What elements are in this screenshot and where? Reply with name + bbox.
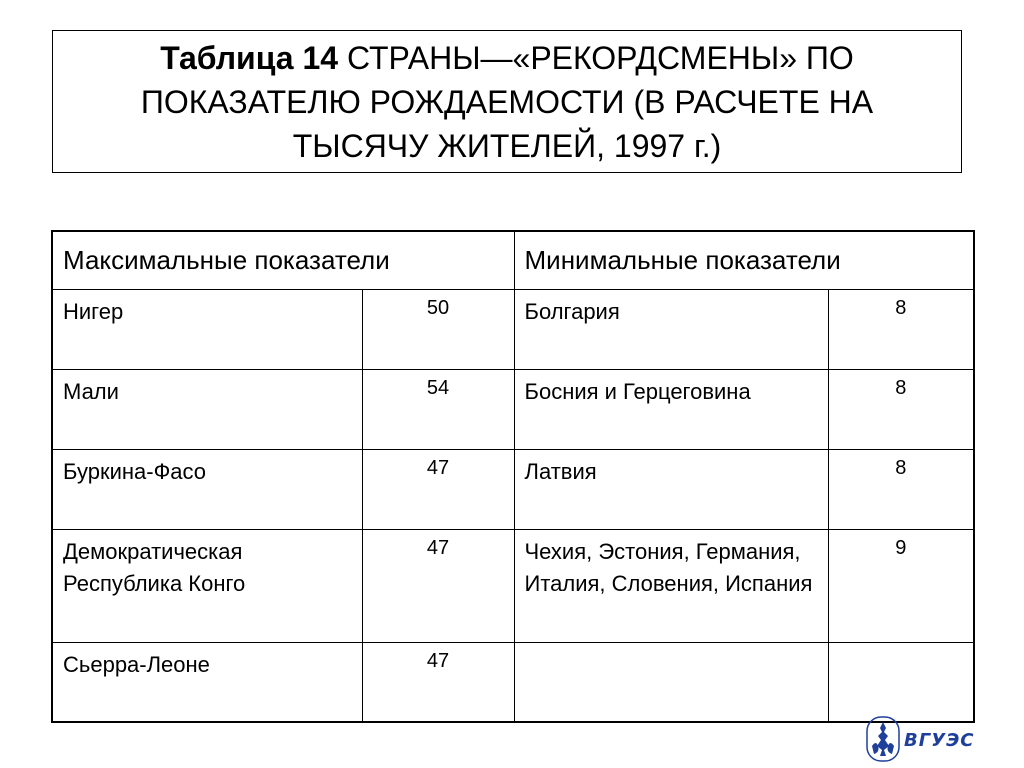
min-country-cell: Латвия: [514, 449, 828, 529]
max-value-cell: 47: [362, 642, 514, 722]
table-row: [52, 449, 974, 529]
min-value-cell: 8: [828, 449, 974, 529]
min-value-cell: [828, 642, 974, 722]
table-row: [52, 642, 974, 722]
university-logo: [866, 716, 986, 762]
min-country-cell: Босния и Герцеговина: [514, 369, 828, 449]
logo-text: ВГУЭС: [904, 730, 975, 751]
header-min: Минимальные показатели: [514, 231, 974, 289]
title-rest: СТРАНЫ—«РЕКОРДСМЕНЫ» ПО ПОКАЗАТЕЛЮ РОЖДАЕМОСТИ (В РАСЧЕТЕ НА ТЫСЯЧУ ЖИТЕЛЕЙ, 1997 г.): [140, 39, 874, 164]
title-bold: Таблица 14: [160, 39, 339, 76]
title-text: [73, 36, 941, 168]
min-country-cell: Болгария: [514, 289, 828, 369]
max-country-cell: Нигер: [52, 289, 362, 369]
max-value-cell: 47: [362, 449, 514, 529]
max-country-cell: Мали: [52, 369, 362, 449]
birth-rate-table: [51, 230, 975, 723]
max-value-cell: 47: [362, 529, 514, 642]
header-max: Максимальные показатели: [52, 231, 514, 289]
min-country-cell: [514, 642, 828, 722]
table-row: [52, 289, 974, 369]
max-country-cell: Буркина-Фасо: [52, 449, 362, 529]
table-row: [52, 529, 974, 642]
table-header-row: [52, 231, 974, 289]
min-value-cell: 8: [828, 369, 974, 449]
max-country-cell: Сьерра-Леоне: [52, 642, 362, 722]
max-value-cell: 54: [362, 369, 514, 449]
max-value-cell: 50: [362, 289, 514, 369]
min-value-cell: 9: [828, 529, 974, 642]
min-country-cell: Чехия, Эстония, Германия, Италия, Словения, Испания: [514, 529, 828, 642]
max-country-cell: Демократическая Республика Конго: [52, 529, 362, 642]
table-row: [52, 369, 974, 449]
emblem-icon: [866, 716, 900, 762]
min-value-cell: 8: [828, 289, 974, 369]
slide-title: [52, 30, 962, 173]
